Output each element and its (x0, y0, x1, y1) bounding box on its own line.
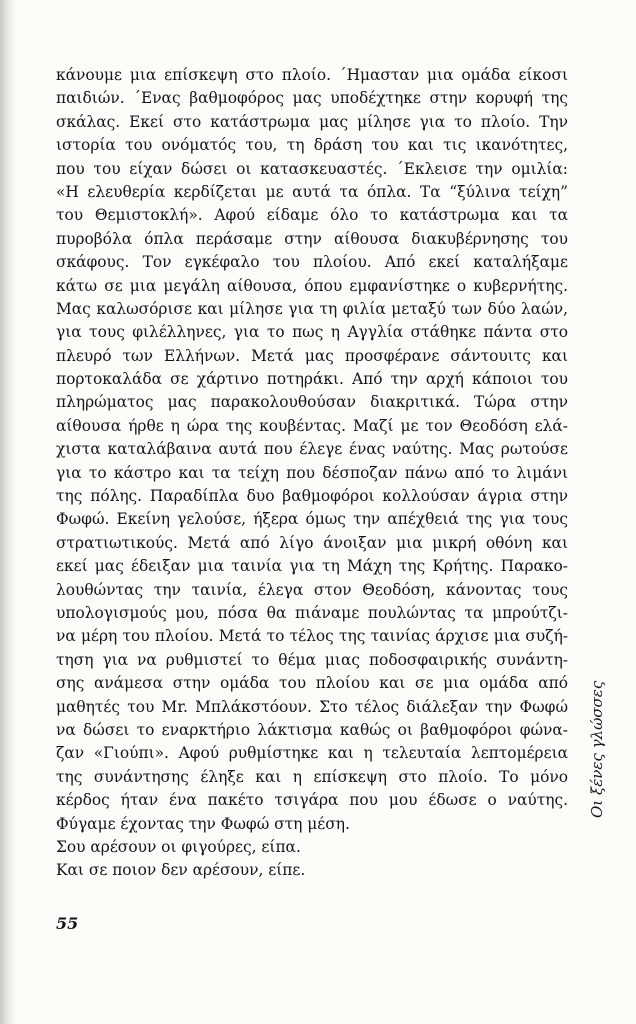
text-line: αίθουσα ήρθε η ώρα της κουβέντας. Μαζί με τον Θεοδόση ελά- (56, 416, 568, 435)
page-gutter-shadow (0, 0, 16, 1024)
text-line: Μας καλωσόρισε και μίλησε για τη φιλία μεταξύ των δύο λαών, (56, 299, 568, 318)
text-line: για το κάστρο και τα τείχη που δέσποζαν πάνω από το λιμάνι (56, 463, 568, 482)
text-line: Φωφώ. Εκείνη γελούσε, ήξερα όμως την απέχθειά της για τους (56, 510, 568, 529)
text-line: σκάφους. Τον εγκέφαλο του πλοίου. Από εκεί καταλήξαμε (56, 253, 568, 272)
text-line: λουθώντας την ταινία, έλεγα στον Θεοδόση, κάνοντας τους (56, 580, 568, 599)
text-line: της πόλης. Παραδίπλα δυο βαθμοφόροι κολλούσαν άγρια στην (56, 487, 568, 506)
text-line: μαθητές του Μr. Μπλάκστόουν. Στο τέλος διάλεξαν την Φωφώ (56, 697, 568, 716)
text-line: σης ανάμεσα στην ομάδα του πλοίου και σε μια ομάδα από (56, 674, 568, 693)
text-line: πορτοκαλάδα σε χάρτινο ποτηράκι. Από την αρχή κάποιοι του (56, 370, 568, 389)
text-line: πλευρό των Ελλήνων. Μετά μας προσφέρανε σάντουιτς και (56, 346, 568, 365)
text-line: Και σε ποιον δεν αρέσουν, είπε. (56, 861, 306, 880)
text-line: κάνουμε μια επίσκεψη στο πλοίο. ΄Ημασταν μια ομάδα είκοσι (56, 66, 568, 84)
text-line: για τους φιλέλληνες, για το πως η Αγγλία στάθηκε πάντα στο (56, 323, 568, 342)
text-line: Φύγαμε έχοντας την Φωφώ στη μέση. (56, 814, 350, 833)
text-line: κέρδος ήταν ένα πακέτο τσιγάρα που μου έδωσε ο ναύτης. (56, 791, 568, 810)
page-number: 55 (56, 914, 79, 933)
text-line: υπολογισμούς μου, πόσα θα πιάναμε πουλώντας τα μπρούτζι- (56, 603, 568, 622)
text-line: σκάλας. Εκεί στο κατάστρωμα μας μίλησε για το πλοίο. Την (56, 112, 568, 131)
text-line: της συνάντησης έληξε και η επίσκεψη στο πλοίο. Το μόνο (56, 767, 568, 786)
text-line: τηση για να ρυθμιστεί το θέμα μιας ποδοσφαιρικής συνάντη- (56, 650, 568, 669)
text-line: πυροβόλα όπλα περάσαμε στην αίθουσα διακυβέρνησης του (56, 229, 568, 248)
text-line: ιστορία του ονόματός του, τη δράση του και τις ικανότητες, (56, 136, 568, 155)
text-line: Σου αρέσουν οι φιγούρες, είπα. (56, 837, 301, 856)
text-line: στρατιωτικούς. Μετά από λίγο άνοιξαν μια μικρή οθόνη και (56, 533, 568, 552)
text-line: χιστα καταλάβαινα αυτά που έλεγε ένας ναύτης. Μας ρωτούσε (56, 440, 568, 459)
text-line: του Θεμιστοκλή». Αφού είδαμε όλο το κατάστρωμα και τα (56, 206, 568, 225)
text-line: παιδιών. ΄Ενας βαθμοφόρος μας υποδέχτηκε στην κορυφή της (56, 89, 568, 108)
text-line: να δώσει το εναρκτήριο λάκτισμα καθώς οι βαθμοφόροι φώνα- (56, 720, 568, 739)
text-line: που του είχαν δώσει οι κατασκευαστές. ΄Εκλεισε την ομιλία: (56, 159, 568, 178)
text-line: κάτω σε μια μεγάλη αίθουσα, όπου εμφανίστηκε ο κυβερνήτης. (56, 276, 568, 295)
text-line: εκεί μας έδειξαν μια ταινία για τη Μάχη της Κρήτης. Παρακο- (56, 557, 568, 576)
text-line: ζαν «Γιούπι». Αφού ρυθμίστηκε και η τελευταία λεπτομέρεια (56, 744, 568, 763)
text-line: πληρώματος μας παρακολουθούσαν διακριτικά. Τώρα στην (56, 393, 568, 412)
text-line: να μέρη του πλοίου. Μετά το τέλος της ταινίας άρχισε μια συζή- (56, 627, 568, 646)
body-text (56, 64, 568, 883)
text-line: «Η ελευθερία κερδίζεται με αυτά τα όπλα. Τα “ξύλινα τείχη” (56, 182, 568, 201)
running-head-text: Οι ξένες γλώσσες (588, 680, 606, 818)
